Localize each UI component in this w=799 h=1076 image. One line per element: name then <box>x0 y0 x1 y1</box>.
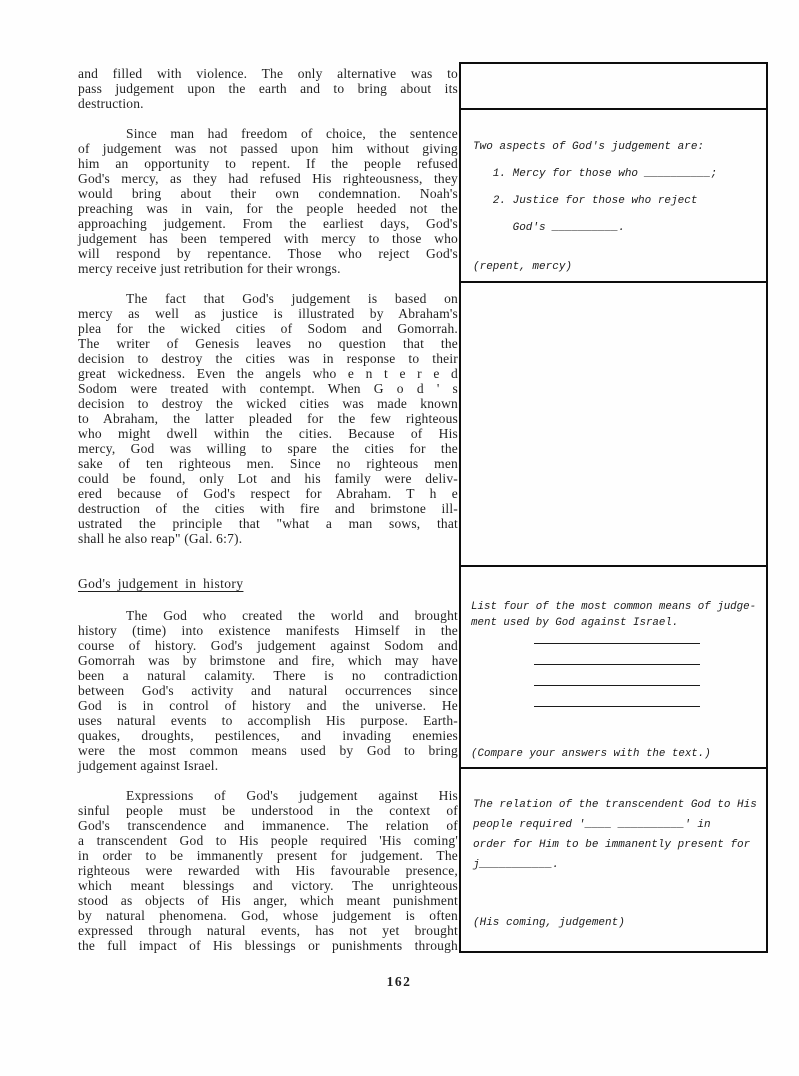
text-line: and filled with violence. The only alternative was to <box>78 66 458 81</box>
text-line: to Abraham, the latter pleaded for the few righteous <box>78 411 458 426</box>
box-text-line: ment used by God against Israel. <box>471 616 679 629</box>
text-line: God's mercy, as they had refused His righteousness, they <box>78 171 458 186</box>
text-line: The fact that God's judgement is based on <box>126 291 458 306</box>
text-line: of judgement was not passed upon him without giving <box>78 141 458 156</box>
text-line: decision to destroy the wicked cities was made known <box>78 396 458 411</box>
box-text-line: 1. Mercy for those who __________; <box>473 167 718 180</box>
text-line: Sodom were treated with contempt. When G o d ' s <box>78 381 458 396</box>
text-line: approaching judgement. From the earliest days, God's <box>78 216 458 231</box>
answer-key: (Compare your answers with the text.) <box>471 748 711 760</box>
section-heading: God's judgement in history <box>78 576 244 591</box>
text-line: stood as objects of His anger, which meant punishment <box>78 893 458 908</box>
box-text-line: 2. Justice for those who reject <box>473 194 698 207</box>
text-line: the full impact of His blessings or punishments through <box>78 938 458 953</box>
sidebar-box-empty-top <box>459 62 768 110</box>
text-line: could be found, only Lot and his family were deliv- <box>78 471 458 486</box>
text-line: God's transcendence and immanence. The relation of <box>78 818 458 833</box>
text-line: sinful people must be understood in the context of <box>78 803 458 818</box>
paragraph <box>78 608 458 773</box>
text-line: were the most common means used by God to bring <box>78 743 458 758</box>
text-line: righteous were rewarded with His favourable presence, <box>78 863 458 878</box>
answer-blanks <box>471 623 764 707</box>
text-line: God is in control of history and the universe. He <box>78 698 458 713</box>
page-number: 162 <box>386 974 412 989</box>
text-line: preaching was in vain, for the people heeded not the <box>78 201 458 216</box>
text-line: been a natural calamity. There is no contradiction <box>78 668 458 683</box>
text-line: mercy, God was willing to spare the cities for the <box>78 441 458 456</box>
text-line: which meant blessings and victory. The unrighteous <box>78 878 458 893</box>
text-line: expressed through natural events, has not yet brought <box>78 923 458 938</box>
text-line: by natural phenomena. God, whose judgement is often <box>78 908 458 923</box>
text-line: great wickedness. Even the angels who e n t e r e d <box>78 366 458 381</box>
answer-blank-line <box>534 644 700 665</box>
text-line: shall he also reap" (Gal. 6:7). <box>78 531 243 546</box>
box-text-line: Two aspects of God's judgement are: <box>473 140 705 153</box>
answer-blank-line <box>534 686 700 707</box>
text-line: ered because of God's respect for Abraham. T h e <box>78 486 458 501</box>
text-line: destruction of the cities with fire and brimstone ill- <box>78 501 458 516</box>
paragraph <box>78 788 458 953</box>
text-line: The God who created the world and brought <box>126 608 458 623</box>
text-line: sake of ten righteous men. Since no righteous men <box>78 456 458 471</box>
box-text-line: order for Him to be immanently present for <box>473 838 751 851</box>
text-line: Expressions of God's judgement against His <box>126 788 458 803</box>
text-line: history (time) into existence manifests Himself in the <box>78 623 458 638</box>
section-after-heading <box>78 608 458 953</box>
box-text-line: God's __________. <box>473 221 625 234</box>
question-text <box>473 795 762 875</box>
text-line: The writer of Genesis leaves no question that the <box>78 336 458 351</box>
box-text-line: people required '____ __________' in <box>473 818 711 831</box>
text-line: mercy as well as justice is illustrated by Abraham's <box>78 306 458 321</box>
section-before-heading <box>78 66 458 546</box>
text-line: quakes, droughts, pestilences, and invading enemies <box>78 728 458 743</box>
text-line: who might dwell within the cities. Because of His <box>78 426 458 441</box>
text-line: judgement has been tempered with mercy to those who <box>78 231 458 246</box>
text-line: pass judgement upon the earth and to bring about its <box>78 81 458 96</box>
text-line: ustrated the principle that "what a man sows, that <box>78 516 458 531</box>
answer-key: (repent, mercy) <box>473 261 573 273</box>
paragraph <box>78 126 458 276</box>
box-text-line: List four of the most common means of judge- <box>471 600 757 613</box>
text-line: in order to be immanently present for judgement. The <box>78 848 458 863</box>
text-line: between God's activity and natural occurrences since <box>78 683 458 698</box>
question-text <box>473 134 762 242</box>
text-line: will respond by repentance. Those who reject God's <box>78 246 458 261</box>
text-line: decision to destroy the cities was in response to their <box>78 351 458 366</box>
text-line: him an opportunity to repent. If the people refused <box>78 156 458 171</box>
text-line: a transcendent God to His people required 'His coming' <box>78 833 458 848</box>
body-column <box>78 66 458 968</box>
text-line: Since man had freedom of choice, the sentence <box>126 126 458 141</box>
sidebar-box-two-aspects <box>459 108 768 284</box>
sidebar-box-relation <box>459 767 768 954</box>
sidebar-boxes <box>459 62 768 953</box>
paragraph <box>78 291 458 546</box>
answer-key: (His coming, judgement) <box>473 917 625 929</box>
paragraph <box>78 66 458 111</box>
sidebar-box-empty-middle <box>459 281 768 568</box>
sidebar-box-list-four <box>459 565 768 770</box>
text-line: plea for the wicked cities of Sodom and Gomorrah. <box>78 321 458 336</box>
answer-blank-line <box>534 665 700 686</box>
box-text-line: j___________. <box>473 858 559 871</box>
text-line: judgement against Israel. <box>78 758 219 773</box>
text-line: Gomorrah was by brimstone and fire, which may have <box>78 653 458 668</box>
text-line: would bring about their own condemnation. Noah's <box>78 186 458 201</box>
box-text-line: The relation of the transcendent God to His <box>473 798 757 811</box>
text-line: uses natural events to accomplish His purpose. Earth- <box>78 713 458 728</box>
text-line: destruction. <box>78 96 144 111</box>
text-line: course of history. God's judgement against Sodom and <box>78 638 458 653</box>
text-line: mercy receive just retribution for their wrongs. <box>78 261 341 276</box>
